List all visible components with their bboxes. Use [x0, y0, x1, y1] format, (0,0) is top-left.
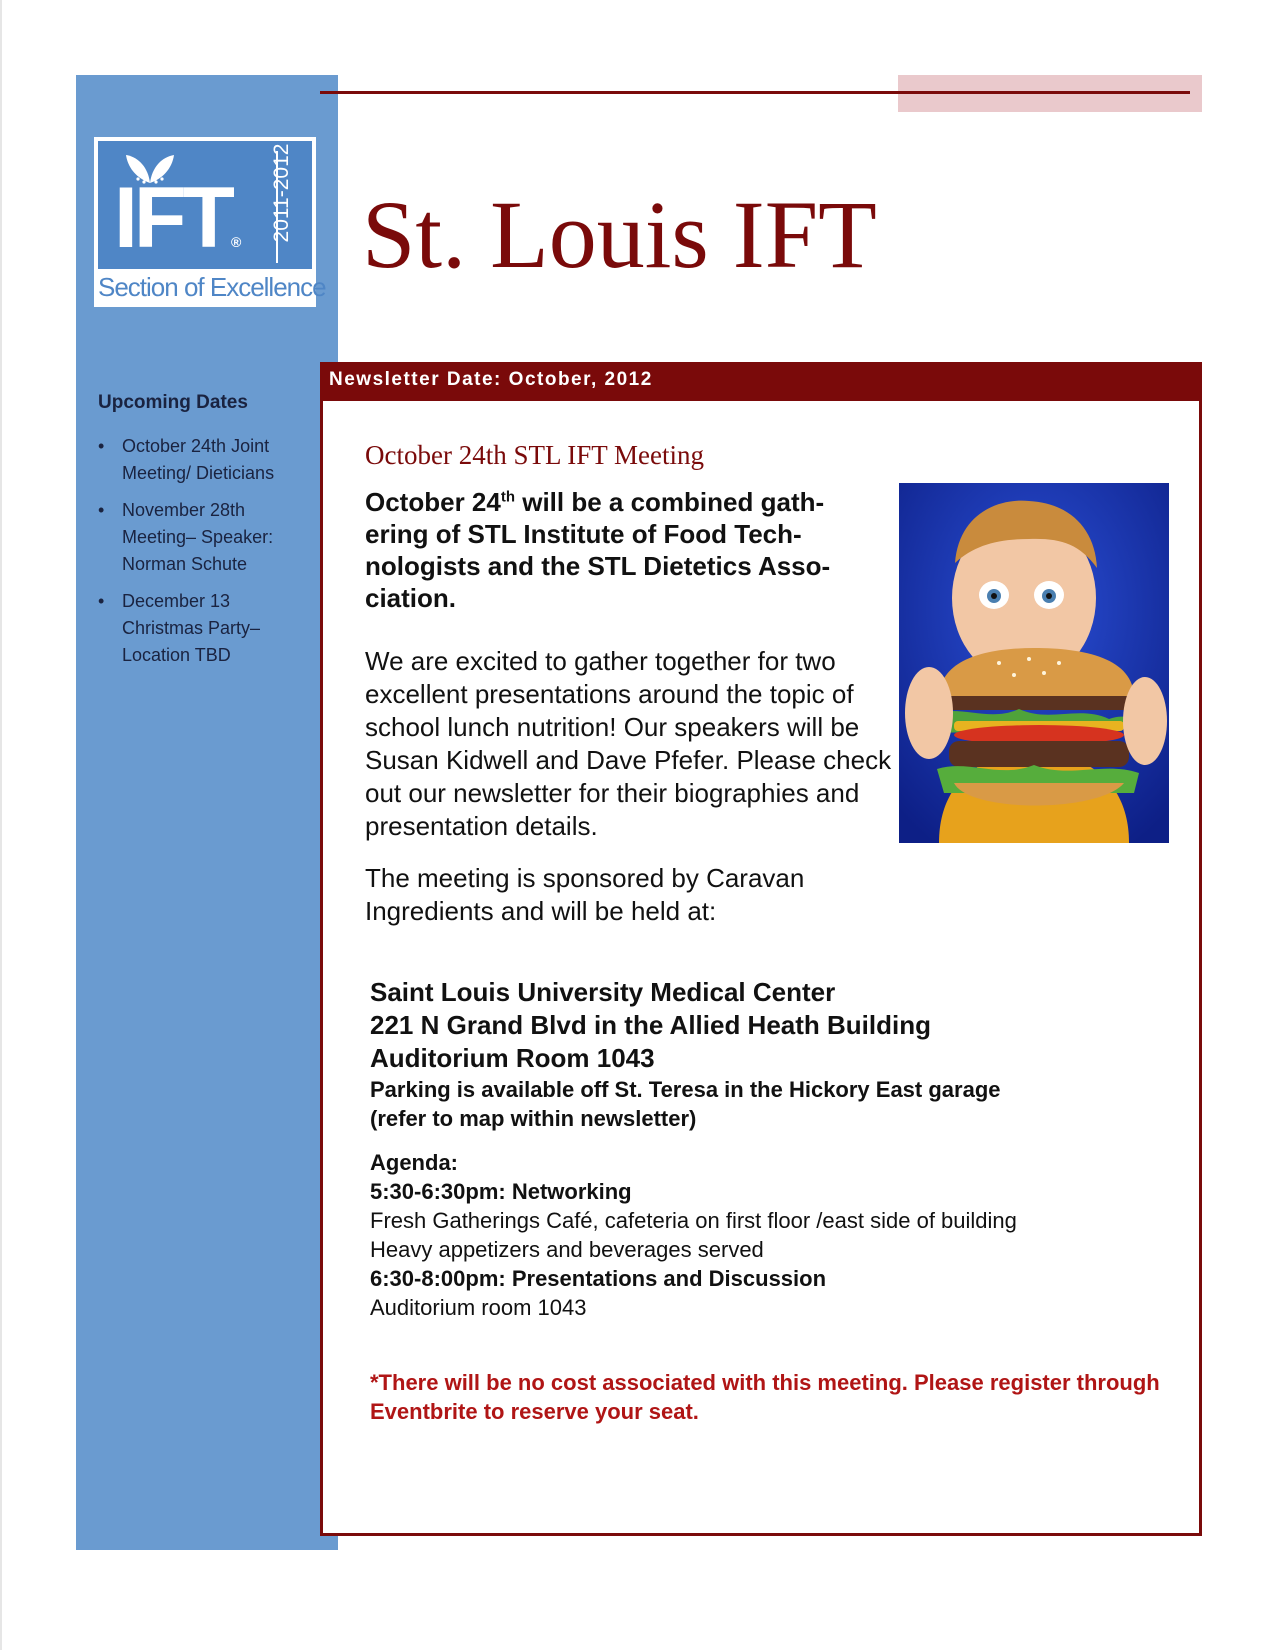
bullet-icon: •: [98, 436, 105, 456]
registered-mark: ®: [230, 234, 242, 250]
header-rule: [320, 91, 1190, 94]
boy-eating-burger-photo: [899, 483, 1169, 843]
upcoming-dates-heading: Upcoming Dates: [98, 392, 248, 413]
upcoming-date-item: • November 28th Meeting– Speaker: Norman Schute: [98, 497, 328, 578]
article-paragraph-1: We are excited to gather together for two excellent presentations around the topic of school lunch nutrition! Our speakers will be Susan Kidwell and Dave Pfefer. Please check out our newsletter for their biographies and presentation details.: [365, 646, 892, 841]
logo-brand: IFT®: [114, 170, 242, 266]
logo-panel: IFT® 2011-2012 Section of Excellence: [98, 141, 312, 303]
article-paragraph-2: The meeting is sponsored by Caravan Ingredients and will be held at:: [365, 863, 805, 926]
logo-tagline: Section of Excellence: [98, 272, 326, 302]
parking-info: (refer to map within newsletter): [370, 1106, 697, 1131]
bullet-icon: •: [98, 500, 105, 520]
page-edge: [0, 0, 2, 1650]
bullet-icon: •: [98, 591, 105, 611]
agenda-label: Agenda:: [370, 1150, 458, 1175]
parking-info: Parking is available off St. Teresa in the Hickory East garage: [370, 1077, 1001, 1102]
agenda-slot-time: 5:30-6:30pm: Networking: [370, 1179, 632, 1204]
registration-note: *There will be no cost associated with this meeting. Please register through Eventbrite to reserve your seat.: [370, 1370, 1160, 1424]
page-title: St. Louis IFT: [362, 181, 877, 288]
address-line: Auditorium Room 1043: [370, 1043, 655, 1073]
upcoming-date-item: • October 24th Joint Meeting/ Dieticians: [98, 433, 328, 487]
article-lead: October 24th will be a combined gath-ering of STL Institute of Food Tech-nologists and the STL Dietetics Asso-ciation.: [365, 487, 831, 613]
upcoming-dates-list: [98, 433, 328, 679]
agenda-slot-detail: Auditorium room 1043: [370, 1295, 587, 1320]
ift-logo: [94, 137, 326, 307]
address-line: Saint Louis University Medical Center: [370, 977, 836, 1007]
article-heading: October 24th STL IFT Meeting: [365, 440, 704, 470]
meeting-address: [370, 976, 1170, 1133]
agenda-slot-detail: Heavy appetizers and beverages served: [370, 1237, 764, 1262]
newsletter-date: Newsletter Date: October, 2012: [329, 369, 653, 390]
main-article-box: [320, 362, 1202, 1536]
sidebar: [76, 75, 338, 1550]
agenda-slot-time: 6:30-8:00pm: Presentations and Discussion: [370, 1266, 827, 1291]
address-line: 221 N Grand Blvd in the Allied Heath Building: [370, 1010, 931, 1040]
newsletter-date-bar: [323, 365, 1199, 401]
upcoming-date-item: • December 13 Christmas Party– Location TBD: [98, 588, 328, 669]
agenda: [370, 1148, 1170, 1322]
agenda-slot-detail: Fresh Gatherings Café, cafeteria on first floor /east side of building: [370, 1208, 1017, 1233]
